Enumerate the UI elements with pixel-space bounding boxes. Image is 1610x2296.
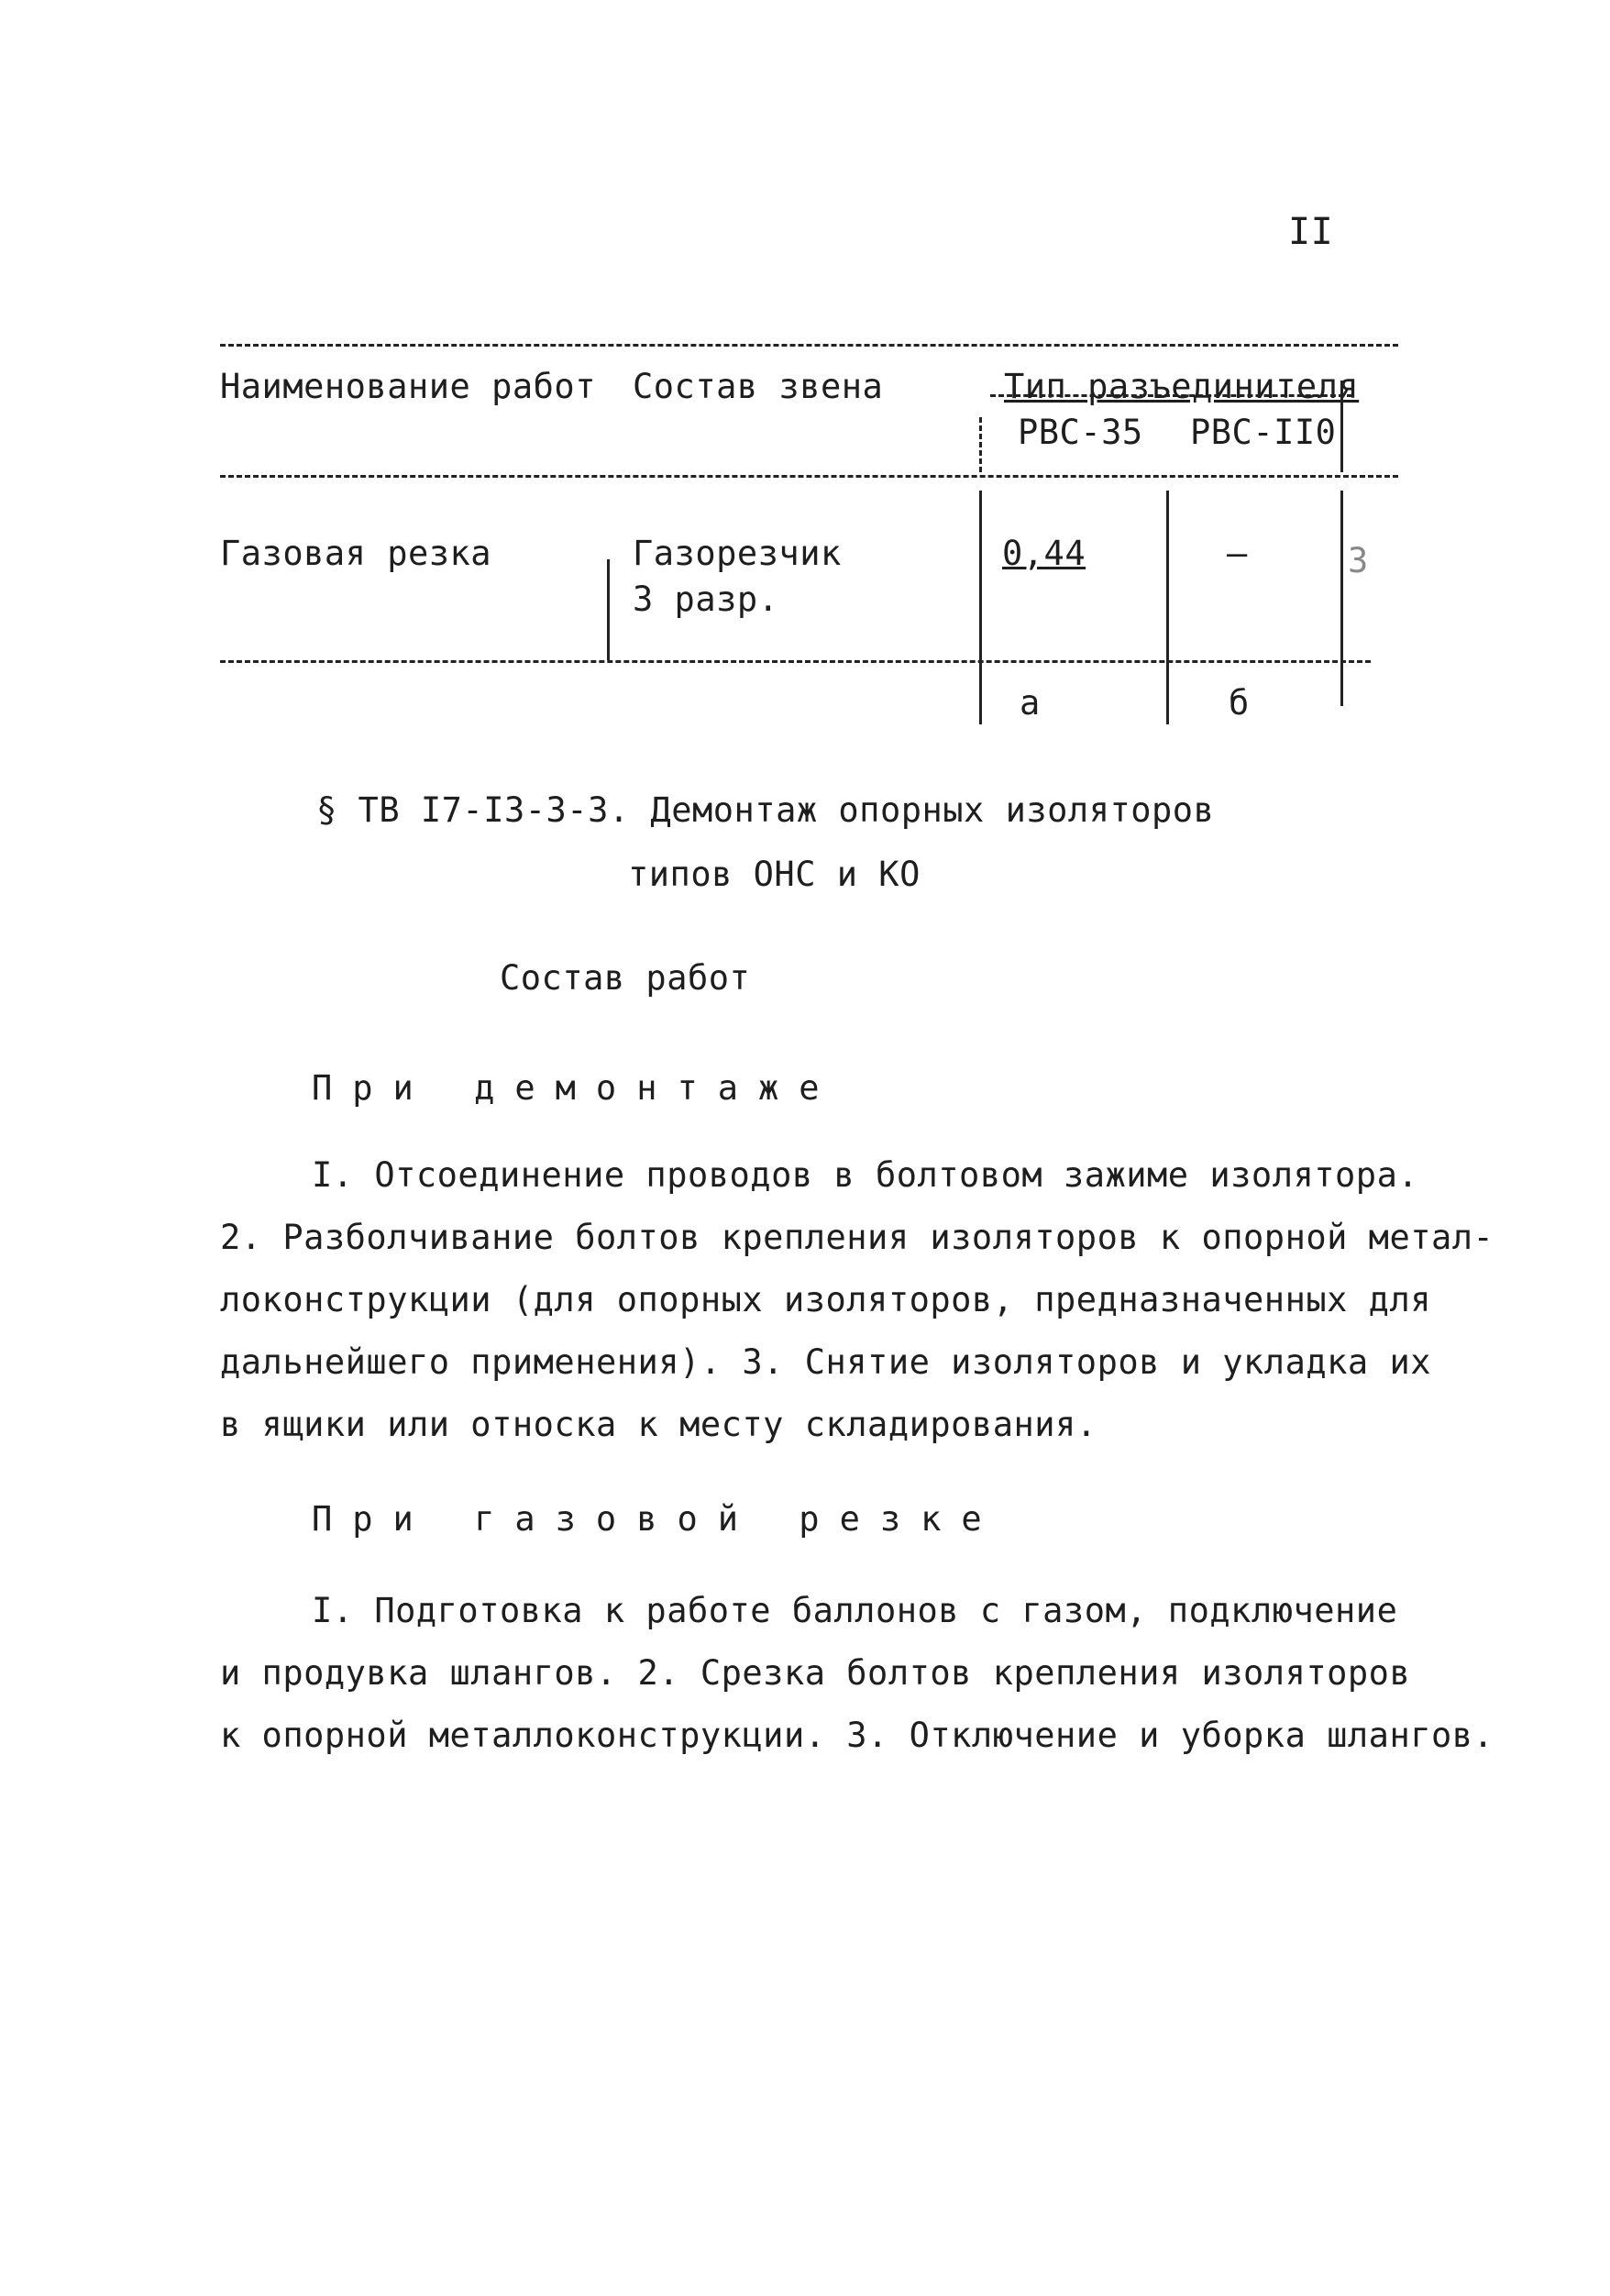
header-col-b: РВС-II0 — [1190, 413, 1337, 452]
header-col-a: РВС-35 — [1018, 413, 1143, 452]
dismantling-line: локонструкции (для опорных изоляторов, предназначенных для — [220, 1280, 1432, 1319]
footer-sep-2 — [1166, 660, 1169, 724]
dismantling-line: I. Отсоединение проводов в болтовом зажиме изолятора. — [312, 1155, 1419, 1195]
gas-line: и продувка шлангов. 2. Срезка болтов крепления изоляторов — [220, 1653, 1411, 1693]
header-sep-right — [1340, 381, 1343, 472]
row-crew-line1: Газорезчик — [633, 534, 842, 573]
row-sep-crew-a — [979, 491, 982, 660]
header-sep-1 — [979, 417, 982, 472]
footer-sep-right — [1340, 660, 1343, 706]
dismantling-heading: При демонтаже — [312, 1068, 840, 1108]
row-name: Газовая резка — [220, 534, 492, 573]
dismantling-line: в ящики или относка к месту складирования. — [220, 1405, 1097, 1444]
footer-sep-1 — [979, 660, 982, 724]
row-sep-a-b — [1166, 491, 1169, 660]
table-top-rule — [220, 344, 1398, 347]
gas-line: I. Подготовка к работе баллонов с газом, подключение — [312, 1591, 1398, 1630]
row-value-b: – — [1227, 534, 1248, 573]
dismantling-line: дальнейшего применения). 3. Снятие изоляторов и укладка их — [220, 1342, 1432, 1382]
dismantling-line: 2. Разболчивание болтов крепления изоляторов к опорной метал- — [220, 1218, 1494, 1257]
row-number: 3 — [1348, 541, 1369, 580]
row-sep-name-crew — [607, 559, 610, 660]
header-name-of-works: Наименование работ — [220, 367, 596, 406]
header-type-rule — [990, 394, 1352, 397]
gas-cutting-heading: При газовой резке — [312, 1499, 1002, 1539]
footer-b: б — [1229, 683, 1250, 723]
row-sep-right — [1340, 491, 1343, 660]
header-bottom-rule — [220, 475, 1398, 478]
row-crew-line2: 3 разр. — [633, 580, 779, 619]
gas-line: к опорной металлоконструкции. 3. Отключение и уборка шлангов. — [220, 1716, 1494, 1755]
header-crew: Состав звена — [633, 367, 884, 406]
section-title-line2: типов ОНС и КО — [628, 855, 921, 894]
section-title-line1: § ТВ I7-I3-3-3. Демонтаж опорных изоляторов — [316, 790, 1215, 830]
row-bottom-rule — [220, 660, 1371, 663]
header-disconnector-type: Тип разъединителя — [1004, 367, 1360, 406]
page-number: II — [1288, 211, 1334, 253]
section-subtitle: Состав работ — [500, 958, 751, 998]
footer-a: а — [1020, 683, 1041, 723]
row-value-a: 0,44 — [1002, 534, 1086, 573]
